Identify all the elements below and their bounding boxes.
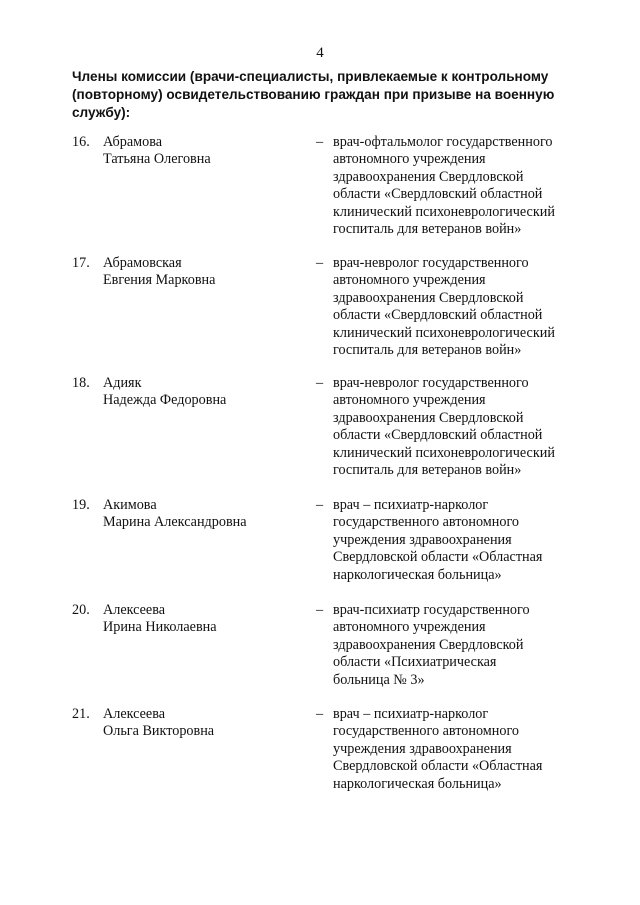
position-line: клинический психоневрологический xyxy=(333,324,555,341)
position-line: здравоохранения Свердловской xyxy=(333,289,524,306)
position-line: области «Свердловский областной xyxy=(333,186,543,203)
member-surname: Акимова xyxy=(103,497,157,513)
member-name xyxy=(103,602,303,637)
position-line: автономного учреждения xyxy=(333,619,486,636)
position-line: клинический психоневрологический xyxy=(333,203,555,220)
position-line: госпиталь для ветеранов войн» xyxy=(333,462,522,479)
position-line: области «Свердловский областной xyxy=(333,427,543,444)
position-line: государственного автономного xyxy=(333,723,520,740)
entry-dash: – xyxy=(316,134,324,150)
position-line: учреждения здравоохранения xyxy=(333,740,512,757)
position-line: врач – психиатр-нарколог xyxy=(333,497,489,513)
member-number: 20. xyxy=(72,602,90,618)
position-line: здравоохранения Свердловской xyxy=(333,168,524,185)
member-surname: Абрамовская xyxy=(103,255,182,271)
member-number: 19. xyxy=(72,497,90,513)
position-line: области «Свердловский областной xyxy=(333,307,543,324)
position-line: автономного учреждения xyxy=(333,392,486,409)
entry-dash: – xyxy=(316,375,324,391)
member-surname: Алексеева xyxy=(103,706,166,722)
position-line: госпиталь для ветеранов войн» xyxy=(333,342,522,359)
member-surname: Адияк xyxy=(103,375,142,391)
member-name xyxy=(103,706,303,741)
position-line: наркологическая больница» xyxy=(333,775,502,792)
position-line: врач-невролог государственного xyxy=(333,255,529,271)
section-heading: Члены комиссии (врачи-специалисты, привлекаемые к контрольному (повторному) освидетельствованию граждан при призыве на военную службу): xyxy=(72,69,555,120)
position-line: клинический психоневрологический xyxy=(333,444,555,461)
position-line: Свердловской области «Областная xyxy=(333,549,543,566)
position-line: врач-психиатр государственного xyxy=(333,602,530,618)
position-line: автономного учреждения xyxy=(333,272,486,289)
member-position xyxy=(333,497,583,584)
position-line: госпиталь для ветеранов войн» xyxy=(333,221,522,238)
member-given-names: Марина Александровна xyxy=(103,514,247,531)
member-number: 18. xyxy=(72,375,90,391)
entry-dash: – xyxy=(316,255,324,271)
member-name xyxy=(103,497,303,532)
member-name xyxy=(103,255,303,290)
position-line: автономного учреждения xyxy=(333,151,486,168)
member-position xyxy=(333,706,583,793)
page-number: 4 xyxy=(316,45,324,61)
position-line: здравоохранения Свердловской xyxy=(333,636,524,653)
position-line: наркологическая больница» xyxy=(333,566,502,583)
member-position xyxy=(333,602,583,689)
entry-dash: – xyxy=(316,497,324,513)
position-line: врач-невролог государственного xyxy=(333,375,529,391)
member-given-names: Надежда Федоровна xyxy=(103,392,227,409)
entry-dash: – xyxy=(316,706,324,722)
position-line: больница № 3» xyxy=(333,671,425,688)
member-surname: Алексеева xyxy=(103,602,166,618)
position-line: государственного автономного xyxy=(333,514,520,531)
member-number: 16. xyxy=(72,134,90,150)
member-number: 17. xyxy=(72,255,90,271)
member-given-names: Татьяна Олеговна xyxy=(103,151,211,168)
position-line: здравоохранения Свердловской xyxy=(333,409,524,426)
position-line: учреждения здравоохранения xyxy=(333,531,512,548)
member-position xyxy=(333,375,583,479)
member-number: 21. xyxy=(72,706,90,722)
member-position xyxy=(333,255,583,359)
position-line: врач-офтальмолог государственного xyxy=(333,134,553,150)
member-given-names: Евгения Марковна xyxy=(103,272,216,289)
member-position xyxy=(333,134,583,238)
member-surname: Абрамова xyxy=(103,134,163,150)
position-line: Свердловской области «Областная xyxy=(333,758,543,775)
member-name xyxy=(103,375,303,410)
position-line: врач – психиатр-нарколог xyxy=(333,706,489,722)
member-given-names: Ольга Викторовна xyxy=(103,723,215,740)
position-line: области «Психиатрическая xyxy=(333,654,497,671)
member-given-names: Ирина Николаевна xyxy=(103,619,217,636)
entry-dash: – xyxy=(316,602,324,618)
member-name xyxy=(103,134,303,169)
